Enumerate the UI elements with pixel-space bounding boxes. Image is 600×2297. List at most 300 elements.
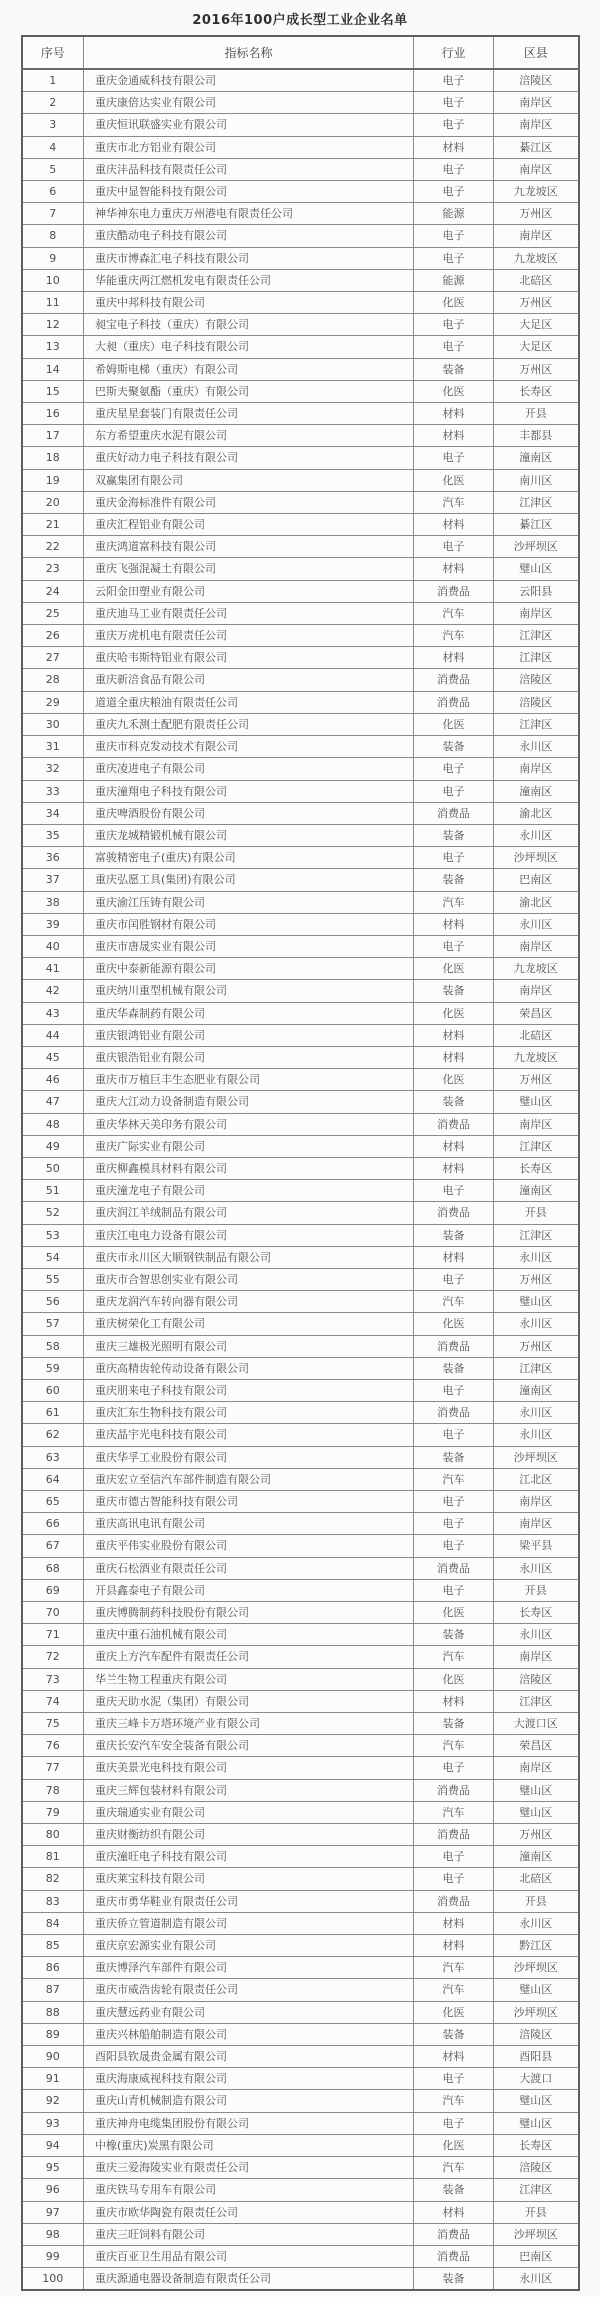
cell-name: 重庆市唐晟实业有限公司 bbox=[84, 935, 414, 957]
table-row bbox=[22, 1357, 579, 1379]
cell-district: 璧山区 bbox=[494, 1779, 579, 1801]
cell-district: 永川区 bbox=[494, 1402, 579, 1424]
table-row bbox=[22, 935, 579, 957]
cell-name: 重庆鸿道富科技有限公司 bbox=[84, 536, 414, 558]
table-row bbox=[22, 2179, 579, 2201]
table-row bbox=[22, 2268, 579, 2291]
cell-no: 47 bbox=[22, 1091, 84, 1113]
cell-industry: 装备 bbox=[414, 1713, 494, 1735]
cell-district: 开县 bbox=[494, 403, 579, 425]
column-header-name: 指标名称 bbox=[84, 36, 414, 69]
cell-industry: 装备 bbox=[414, 1224, 494, 1246]
cell-industry: 电子 bbox=[414, 780, 494, 802]
cell-industry: 材料 bbox=[414, 1157, 494, 1179]
table-row bbox=[22, 358, 579, 380]
cell-no: 1 bbox=[22, 69, 84, 92]
cell-district: 梁平县 bbox=[494, 1535, 579, 1557]
cell-no: 42 bbox=[22, 980, 84, 1002]
cell-name: 重庆慧远药业有限公司 bbox=[84, 2001, 414, 2023]
cell-name: 大昶（重庆）电子科技有限公司 bbox=[84, 336, 414, 358]
cell-no: 61 bbox=[22, 1402, 84, 1424]
cell-name: 重庆博腾制药科技股份有限公司 bbox=[84, 1602, 414, 1624]
cell-industry: 汽车 bbox=[414, 491, 494, 513]
cell-name: 华能重庆两江燃机发电有限责任公司 bbox=[84, 269, 414, 291]
cell-industry: 装备 bbox=[414, 980, 494, 1002]
cell-name: 双赢集团有限公司 bbox=[84, 469, 414, 491]
cell-district: 荣昌区 bbox=[494, 1735, 579, 1757]
cell-no: 64 bbox=[22, 1468, 84, 1490]
cell-district: 九龙坡区 bbox=[494, 958, 579, 980]
cell-no: 92 bbox=[22, 2090, 84, 2112]
cell-industry: 化医 bbox=[414, 1069, 494, 1091]
cell-no: 28 bbox=[22, 669, 84, 691]
cell-name: 重庆迪马工业有限责任公司 bbox=[84, 602, 414, 624]
cell-no: 13 bbox=[22, 336, 84, 358]
cell-industry: 电子 bbox=[414, 181, 494, 203]
cell-name: 重庆润江羊绒制品有限公司 bbox=[84, 1202, 414, 1224]
cell-industry: 汽车 bbox=[414, 602, 494, 624]
table-row bbox=[22, 514, 579, 536]
cell-name: 重庆潼翔电子科技有限公司 bbox=[84, 780, 414, 802]
cell-no: 91 bbox=[22, 2068, 84, 2090]
table-row bbox=[22, 558, 579, 580]
table-row bbox=[22, 602, 579, 624]
cell-district: 万州区 bbox=[494, 203, 579, 225]
table-row bbox=[22, 380, 579, 402]
table-row bbox=[22, 847, 579, 869]
column-header-district: 区县 bbox=[494, 36, 579, 69]
table-row bbox=[22, 1202, 579, 1224]
cell-industry: 汽车 bbox=[414, 625, 494, 647]
cell-industry: 电子 bbox=[414, 225, 494, 247]
cell-district: 南岸区 bbox=[494, 758, 579, 780]
cell-no: 34 bbox=[22, 802, 84, 824]
cell-industry: 消费品 bbox=[414, 1202, 494, 1224]
cell-industry: 化医 bbox=[414, 1313, 494, 1335]
cell-no: 41 bbox=[22, 958, 84, 980]
table-row bbox=[22, 869, 579, 891]
table-row bbox=[22, 1513, 579, 1535]
cell-name: 重庆广际实业有限公司 bbox=[84, 1135, 414, 1157]
cell-industry: 消费品 bbox=[414, 1335, 494, 1357]
cell-district: 永川区 bbox=[494, 1557, 579, 1579]
cell-industry: 材料 bbox=[414, 136, 494, 158]
table-row bbox=[22, 580, 579, 602]
cell-district: 九龙坡区 bbox=[494, 1046, 579, 1068]
cell-name: 昶宝电子科技（重庆）有限公司 bbox=[84, 314, 414, 336]
cell-industry: 能源 bbox=[414, 269, 494, 291]
cell-name: 重庆市万植巨丰生态肥业有限公司 bbox=[84, 1069, 414, 1091]
table-row bbox=[22, 114, 579, 136]
cell-district: 璧山区 bbox=[494, 1291, 579, 1313]
cell-industry: 汽车 bbox=[414, 1957, 494, 1979]
cell-no: 78 bbox=[22, 1779, 84, 1801]
table-row bbox=[22, 2046, 579, 2068]
cell-industry: 消费品 bbox=[414, 669, 494, 691]
cell-name: 重庆龙润汽车转向器有限公司 bbox=[84, 1291, 414, 1313]
cell-name: 重庆银鸿铝业有限公司 bbox=[84, 1024, 414, 1046]
cell-no: 20 bbox=[22, 491, 84, 513]
cell-district: 沙坪坝区 bbox=[494, 2001, 579, 2023]
cell-no: 82 bbox=[22, 1868, 84, 1890]
table-row bbox=[22, 1024, 579, 1046]
cell-name: 重庆莱宝科技有限公司 bbox=[84, 1868, 414, 1890]
cell-district: 北碚区 bbox=[494, 1024, 579, 1046]
cell-industry: 材料 bbox=[414, 1046, 494, 1068]
cell-industry: 汽车 bbox=[414, 2157, 494, 2179]
table-row bbox=[22, 1890, 579, 1912]
cell-name: 神华神东电力重庆万州港电有限责任公司 bbox=[84, 203, 414, 225]
table-row bbox=[22, 314, 579, 336]
column-header-industry: 行业 bbox=[414, 36, 494, 69]
table-row bbox=[22, 1579, 579, 1601]
cell-industry: 电子 bbox=[414, 247, 494, 269]
cell-name: 重庆中邦科技有限公司 bbox=[84, 292, 414, 314]
cell-district: 潼南区 bbox=[494, 1180, 579, 1202]
table-row bbox=[22, 2245, 579, 2267]
cell-name: 重庆凌进电子有限公司 bbox=[84, 758, 414, 780]
cell-district: 大足区 bbox=[494, 314, 579, 336]
cell-district: 巴南区 bbox=[494, 2245, 579, 2267]
cell-industry: 装备 bbox=[414, 869, 494, 891]
cell-no: 88 bbox=[22, 2001, 84, 2023]
cell-name: 重庆柳鑫模具材料有限公司 bbox=[84, 1157, 414, 1179]
cell-no: 9 bbox=[22, 247, 84, 269]
cell-no: 72 bbox=[22, 1646, 84, 1668]
cell-no: 81 bbox=[22, 1846, 84, 1868]
cell-no: 30 bbox=[22, 713, 84, 735]
cell-no: 62 bbox=[22, 1424, 84, 1446]
cell-district: 綦江区 bbox=[494, 136, 579, 158]
cell-industry: 汽车 bbox=[414, 1735, 494, 1757]
table-row bbox=[22, 1624, 579, 1646]
table-row bbox=[22, 203, 579, 225]
cell-no: 65 bbox=[22, 1491, 84, 1513]
cell-industry: 汽车 bbox=[414, 2090, 494, 2112]
table-row bbox=[22, 1157, 579, 1179]
table-row bbox=[22, 1713, 579, 1735]
cell-industry: 材料 bbox=[414, 647, 494, 669]
cell-no: 67 bbox=[22, 1535, 84, 1557]
cell-industry: 汽车 bbox=[414, 891, 494, 913]
cell-name: 重庆市科克发动技术有限公司 bbox=[84, 736, 414, 758]
table-row bbox=[22, 92, 579, 114]
cell-name: 重庆九禾测土配肥有限责任公司 bbox=[84, 713, 414, 735]
cell-industry: 电子 bbox=[414, 69, 494, 92]
cell-name: 重庆潼龙电子有限公司 bbox=[84, 1180, 414, 1202]
table-row bbox=[22, 1912, 579, 1934]
table-row bbox=[22, 1535, 579, 1557]
cell-district: 开县 bbox=[494, 1202, 579, 1224]
cell-industry: 电子 bbox=[414, 114, 494, 136]
cell-name: 重庆弘愿工具(集团)有限公司 bbox=[84, 869, 414, 891]
table-row bbox=[22, 469, 579, 491]
cell-name: 云阳金田塑业有限公司 bbox=[84, 580, 414, 602]
cell-name: 富骏精密电子(重庆)有限公司 bbox=[84, 847, 414, 869]
cell-industry: 电子 bbox=[414, 1535, 494, 1557]
cell-name: 道道全重庆粮油有限责任公司 bbox=[84, 691, 414, 713]
cell-industry: 化医 bbox=[414, 469, 494, 491]
table-row bbox=[22, 1246, 579, 1268]
cell-no: 5 bbox=[22, 158, 84, 180]
cell-district: 巴南区 bbox=[494, 869, 579, 891]
cell-industry: 材料 bbox=[414, 913, 494, 935]
cell-no: 53 bbox=[22, 1224, 84, 1246]
cell-name: 希姆斯电梯（重庆）有限公司 bbox=[84, 358, 414, 380]
table-row bbox=[22, 1668, 579, 1690]
cell-district: 沙坪坝区 bbox=[494, 536, 579, 558]
table-row bbox=[22, 158, 579, 180]
cell-no: 83 bbox=[22, 1890, 84, 1912]
table-row bbox=[22, 1180, 579, 1202]
cell-name: 重庆啤酒股份有限公司 bbox=[84, 802, 414, 824]
cell-industry: 消费品 bbox=[414, 1557, 494, 1579]
table-row bbox=[22, 1491, 579, 1513]
cell-no: 40 bbox=[22, 935, 84, 957]
cell-district: 开县 bbox=[494, 2201, 579, 2223]
cell-district: 开县 bbox=[494, 1579, 579, 1601]
cell-district: 沙坪坝区 bbox=[494, 2223, 579, 2245]
cell-industry: 电子 bbox=[414, 2068, 494, 2090]
cell-no: 90 bbox=[22, 2046, 84, 2068]
cell-no: 96 bbox=[22, 2179, 84, 2201]
table-row bbox=[22, 1868, 579, 1890]
cell-name: 重庆大江动力设备制造有限公司 bbox=[84, 1091, 414, 1113]
cell-no: 17 bbox=[22, 425, 84, 447]
table-row bbox=[22, 1135, 579, 1157]
cell-no: 85 bbox=[22, 1935, 84, 1957]
cell-no: 21 bbox=[22, 514, 84, 536]
cell-industry: 电子 bbox=[414, 1180, 494, 1202]
cell-industry: 电子 bbox=[414, 92, 494, 114]
table-row bbox=[22, 136, 579, 158]
cell-district: 开县 bbox=[494, 1890, 579, 1912]
table-body bbox=[22, 69, 579, 2290]
cell-industry: 能源 bbox=[414, 203, 494, 225]
cell-name: 重庆中泰新能源有限公司 bbox=[84, 958, 414, 980]
cell-no: 49 bbox=[22, 1135, 84, 1157]
cell-industry: 电子 bbox=[414, 314, 494, 336]
cell-no: 54 bbox=[22, 1246, 84, 1268]
cell-no: 44 bbox=[22, 1024, 84, 1046]
cell-industry: 消费品 bbox=[414, 1890, 494, 1912]
cell-name: 重庆京宏源实业有限公司 bbox=[84, 1935, 414, 1957]
table-row bbox=[22, 1468, 579, 1490]
table-row bbox=[22, 1935, 579, 1957]
table-row bbox=[22, 1069, 579, 1091]
cell-name: 重庆华林天美印务有限公司 bbox=[84, 1113, 414, 1135]
table-row bbox=[22, 824, 579, 846]
table-row bbox=[22, 1846, 579, 1868]
table-row bbox=[22, 247, 579, 269]
cell-district: 酉阳县 bbox=[494, 2046, 579, 2068]
cell-no: 77 bbox=[22, 1757, 84, 1779]
cell-district: 潼南区 bbox=[494, 447, 579, 469]
cell-no: 71 bbox=[22, 1624, 84, 1646]
table-row bbox=[22, 1224, 579, 1246]
table-row bbox=[22, 802, 579, 824]
cell-no: 23 bbox=[22, 558, 84, 580]
table-row bbox=[22, 1379, 579, 1401]
cell-name: 重庆树荣化工有限公司 bbox=[84, 1313, 414, 1335]
cell-industry: 化医 bbox=[414, 1602, 494, 1624]
cell-industry: 装备 bbox=[414, 1357, 494, 1379]
cell-no: 45 bbox=[22, 1046, 84, 1068]
cell-no: 98 bbox=[22, 2223, 84, 2245]
cell-district: 潼南区 bbox=[494, 1846, 579, 1868]
enterprise-table bbox=[21, 35, 580, 2291]
cell-no: 11 bbox=[22, 292, 84, 314]
table-row bbox=[22, 1091, 579, 1113]
cell-district: 璧山区 bbox=[494, 2112, 579, 2134]
cell-name: 重庆星星套装门有限责任公司 bbox=[84, 403, 414, 425]
table-row bbox=[22, 2112, 579, 2134]
cell-district: 江津区 bbox=[494, 713, 579, 735]
cell-no: 80 bbox=[22, 1824, 84, 1846]
cell-district: 南岸区 bbox=[494, 225, 579, 247]
cell-district: 潼南区 bbox=[494, 1379, 579, 1401]
cell-name: 重庆龙城精锻机械有限公司 bbox=[84, 824, 414, 846]
cell-name: 重庆三旺饲料有限公司 bbox=[84, 2223, 414, 2245]
table-row bbox=[22, 1690, 579, 1712]
cell-district: 长寿区 bbox=[494, 380, 579, 402]
cell-industry: 消费品 bbox=[414, 691, 494, 713]
cell-district: 九龙坡区 bbox=[494, 181, 579, 203]
cell-no: 12 bbox=[22, 314, 84, 336]
table-row bbox=[22, 447, 579, 469]
cell-district: 北碚区 bbox=[494, 269, 579, 291]
cell-name: 重庆三辉包装材料有限公司 bbox=[84, 1779, 414, 1801]
cell-industry: 汽车 bbox=[414, 1801, 494, 1823]
cell-no: 63 bbox=[22, 1446, 84, 1468]
cell-name: 重庆沣品科技有限责任公司 bbox=[84, 158, 414, 180]
cell-no: 19 bbox=[22, 469, 84, 491]
cell-name: 重庆恒讯联盛实业有限公司 bbox=[84, 114, 414, 136]
cell-industry: 消费品 bbox=[414, 580, 494, 602]
cell-district: 万州区 bbox=[494, 292, 579, 314]
cell-no: 95 bbox=[22, 2157, 84, 2179]
table-row bbox=[22, 1424, 579, 1446]
cell-name: 重庆瑞通实业有限公司 bbox=[84, 1801, 414, 1823]
cell-industry: 电子 bbox=[414, 447, 494, 469]
cell-industry: 装备 bbox=[414, 2179, 494, 2201]
cell-no: 60 bbox=[22, 1379, 84, 1401]
cell-district: 万州区 bbox=[494, 1069, 579, 1091]
cell-no: 69 bbox=[22, 1579, 84, 1601]
cell-no: 27 bbox=[22, 647, 84, 669]
cell-no: 43 bbox=[22, 1002, 84, 1024]
table-row bbox=[22, 2157, 579, 2179]
column-header-no: 序号 bbox=[22, 36, 84, 69]
table-row bbox=[22, 1602, 579, 1624]
cell-district: 北碚区 bbox=[494, 1868, 579, 1890]
cell-industry: 消费品 bbox=[414, 1113, 494, 1135]
cell-no: 32 bbox=[22, 758, 84, 780]
cell-name: 重庆山青机械制造有限公司 bbox=[84, 2090, 414, 2112]
table-row bbox=[22, 491, 579, 513]
cell-name: 开县鑫泰电子有限公司 bbox=[84, 1579, 414, 1601]
cell-name: 重庆华森制药有限公司 bbox=[84, 1002, 414, 1024]
cell-district: 长寿区 bbox=[494, 1602, 579, 1624]
cell-no: 6 bbox=[22, 181, 84, 203]
cell-name: 重庆天助水泥（集团）有限公司 bbox=[84, 1690, 414, 1712]
cell-district: 涪陵区 bbox=[494, 69, 579, 92]
cell-district: 南岸区 bbox=[494, 1513, 579, 1535]
cell-name: 重庆博泽汽车部件有限公司 bbox=[84, 1957, 414, 1979]
cell-no: 8 bbox=[22, 225, 84, 247]
cell-industry: 电子 bbox=[414, 1513, 494, 1535]
cell-industry: 装备 bbox=[414, 736, 494, 758]
cell-name: 重庆万虎机电有限责任公司 bbox=[84, 625, 414, 647]
cell-no: 59 bbox=[22, 1357, 84, 1379]
cell-no: 37 bbox=[22, 869, 84, 891]
cell-name: 重庆财衡纺织有限公司 bbox=[84, 1824, 414, 1846]
cell-name: 重庆市德古智能科技有限公司 bbox=[84, 1491, 414, 1513]
table-row bbox=[22, 1113, 579, 1135]
cell-name: 重庆兴林船舶制造有限公司 bbox=[84, 2023, 414, 2045]
table-row bbox=[22, 1291, 579, 1313]
cell-industry: 消费品 bbox=[414, 802, 494, 824]
cell-district: 南岸区 bbox=[494, 114, 579, 136]
table-row bbox=[22, 1735, 579, 1757]
cell-name: 重庆金通威科技有限公司 bbox=[84, 69, 414, 92]
cell-no: 58 bbox=[22, 1335, 84, 1357]
table-row bbox=[22, 1002, 579, 1024]
cell-no: 94 bbox=[22, 2134, 84, 2156]
cell-district: 长寿区 bbox=[494, 1157, 579, 1179]
cell-name: 重庆中显智能科技有限公司 bbox=[84, 181, 414, 203]
cell-name: 重庆汇程铝业有限公司 bbox=[84, 514, 414, 536]
cell-industry: 消费品 bbox=[414, 2245, 494, 2267]
cell-industry: 消费品 bbox=[414, 1402, 494, 1424]
cell-no: 84 bbox=[22, 1912, 84, 1934]
cell-district: 荣昌区 bbox=[494, 1002, 579, 1024]
cell-industry: 材料 bbox=[414, 1024, 494, 1046]
cell-no: 10 bbox=[22, 269, 84, 291]
cell-industry: 装备 bbox=[414, 1446, 494, 1468]
cell-no: 68 bbox=[22, 1557, 84, 1579]
cell-industry: 电子 bbox=[414, 536, 494, 558]
table-row bbox=[22, 2223, 579, 2245]
cell-name: 重庆市合智思创实业有限公司 bbox=[84, 1268, 414, 1290]
cell-industry: 材料 bbox=[414, 425, 494, 447]
table-row bbox=[22, 1646, 579, 1668]
table-row bbox=[22, 691, 579, 713]
cell-no: 56 bbox=[22, 1291, 84, 1313]
table-row bbox=[22, 1268, 579, 1290]
cell-district: 永川区 bbox=[494, 1246, 579, 1268]
cell-district: 南岸区 bbox=[494, 1113, 579, 1135]
table-row bbox=[22, 758, 579, 780]
cell-industry: 装备 bbox=[414, 824, 494, 846]
cell-name: 重庆市永川区大顺钢铁制品有限公司 bbox=[84, 1246, 414, 1268]
cell-district: 永川区 bbox=[494, 736, 579, 758]
cell-name: 重庆神舟电缆集团股份有限公司 bbox=[84, 2112, 414, 2134]
table-row bbox=[22, 1801, 579, 1823]
table-row bbox=[22, 2134, 579, 2156]
cell-no: 51 bbox=[22, 1180, 84, 1202]
cell-industry: 材料 bbox=[414, 2201, 494, 2223]
cell-district: 江津区 bbox=[494, 2179, 579, 2201]
cell-district: 长寿区 bbox=[494, 2134, 579, 2156]
cell-industry: 汽车 bbox=[414, 1646, 494, 1668]
cell-district: 渝北区 bbox=[494, 891, 579, 913]
cell-industry: 化医 bbox=[414, 713, 494, 735]
table-row bbox=[22, 625, 579, 647]
cell-no: 70 bbox=[22, 1602, 84, 1624]
cell-name: 重庆华孚工业股份有限公司 bbox=[84, 1446, 414, 1468]
cell-district: 沙坪坝区 bbox=[494, 1957, 579, 1979]
